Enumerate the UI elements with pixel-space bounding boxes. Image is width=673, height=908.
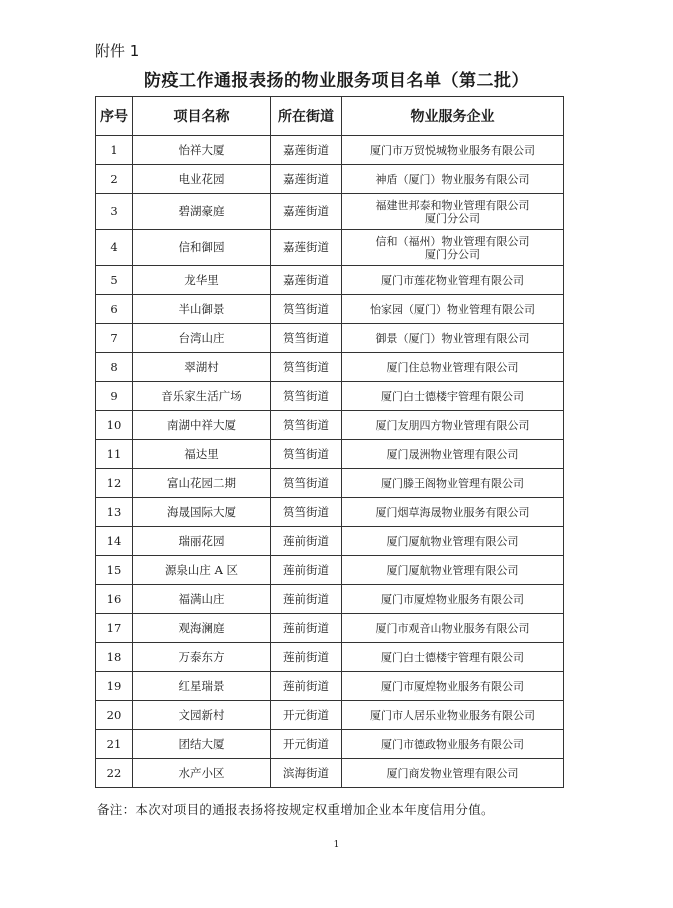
project-name: 富山花园二期 [133,469,271,498]
table-row [96,440,564,469]
table-row [96,585,564,614]
table-row [96,498,564,527]
street-name: 莲前街道 [271,672,342,701]
street-name: 莲前街道 [271,585,342,614]
project-name: 南湖中祥大厦 [133,411,271,440]
street-name: 筼筜街道 [271,411,342,440]
company-name: 厦门市德政物业服务有限公司 [342,730,564,759]
row-index: 20 [96,701,133,730]
table-row [96,469,564,498]
street-name: 筼筜街道 [271,324,342,353]
row-index: 12 [96,469,133,498]
table-row [96,295,564,324]
footnote: 备注：本次对项目的通报表扬将按规定权重增加企业本年度信用分值。 [97,802,494,817]
company-name: 神盾（厦门）物业服务有限公司 [342,165,564,194]
project-name: 音乐家生活广场 [133,382,271,411]
row-index: 13 [96,498,133,527]
row-index: 10 [96,411,133,440]
project-name: 半山御景 [133,295,271,324]
project-name: 观海澜庭 [133,614,271,643]
row-index: 16 [96,585,133,614]
header-project-name: 项目名称 [133,97,271,136]
header-company: 物业服务企业 [342,97,564,136]
row-index: 4 [96,230,133,266]
row-index: 18 [96,643,133,672]
company-name: 厦门滕王阁物业管理有限公司 [342,469,564,498]
table-row [96,165,564,194]
company-name: 厦门市莲花物业管理有限公司 [342,266,564,295]
project-name: 文园新村 [133,701,271,730]
project-name: 福满山庄 [133,585,271,614]
project-name: 水产小区 [133,759,271,788]
company-name: 厦门白士德楼宇管理有限公司 [342,643,564,672]
table-row [96,759,564,788]
project-name: 团结大厦 [133,730,271,759]
row-index: 1 [96,136,133,165]
table-row [96,382,564,411]
row-index: 19 [96,672,133,701]
table-row [96,672,564,701]
table-row [96,411,564,440]
row-index: 6 [96,295,133,324]
street-name: 开元街道 [271,730,342,759]
street-name: 嘉莲街道 [271,230,342,266]
company-name: 厦门市观音山物业服务有限公司 [342,614,564,643]
project-name: 台湾山庄 [133,324,271,353]
document-title: 防疫工作通报表扬的物业服务项目名单（第二批） [144,71,529,91]
project-name: 翠湖村 [133,353,271,382]
row-index: 17 [96,614,133,643]
street-name: 嘉莲街道 [271,165,342,194]
row-index: 15 [96,556,133,585]
company-name: 厦门友朋四方物业管理有限公司 [342,411,564,440]
project-name: 碧湖豪庭 [133,194,271,230]
table-row [96,556,564,585]
street-name: 筼筜街道 [271,440,342,469]
table-row [96,230,564,266]
street-name: 开元街道 [271,701,342,730]
project-name: 海晟国际大厦 [133,498,271,527]
table-row [96,527,564,556]
table-header-row [96,97,564,136]
project-name: 龙华里 [133,266,271,295]
project-name: 源泉山庄 A 区 [133,556,271,585]
company-name: 厦门晟洲物业管理有限公司 [342,440,564,469]
table-row [96,194,564,230]
company-name: 御景（厦门）物业管理有限公司 [342,324,564,353]
company-name: 厦门住总物业管理有限公司 [342,353,564,382]
table-row [96,324,564,353]
project-name: 信和御园 [133,230,271,266]
company-name: 怡家园（厦门）物业管理有限公司 [342,295,564,324]
company-name: 厦门烟草海晟物业服务有限公司 [342,498,564,527]
table-row [96,730,564,759]
street-name: 莲前街道 [271,527,342,556]
row-index: 2 [96,165,133,194]
company-name: 信和（福州）物业管理有限公司 厦门分公司 [342,230,564,266]
row-index: 9 [96,382,133,411]
street-name: 嘉莲街道 [271,194,342,230]
company-name: 厦门商发物业管理有限公司 [342,759,564,788]
street-name: 筼筜街道 [271,382,342,411]
header-index: 序号 [96,97,133,136]
row-index: 5 [96,266,133,295]
company-name: 厦门市人居乐业物业服务有限公司 [342,701,564,730]
street-name: 筼筜街道 [271,295,342,324]
company-name: 厦门白士德楼宇管理有限公司 [342,382,564,411]
row-index: 7 [96,324,133,353]
street-name: 嘉莲街道 [271,136,342,165]
row-index: 14 [96,527,133,556]
project-name: 瑞丽花园 [133,527,271,556]
page-number: 1 [333,840,340,850]
row-index: 22 [96,759,133,788]
street-name: 嘉莲街道 [271,266,342,295]
street-name: 筼筜街道 [271,469,342,498]
company-name: 厦门厦航物业管理有限公司 [342,556,564,585]
street-name: 莲前街道 [271,643,342,672]
street-name: 筼筜街道 [271,353,342,382]
row-index: 8 [96,353,133,382]
street-name: 莲前街道 [271,614,342,643]
company-name: 厦门市厦煌物业服务有限公司 [342,585,564,614]
project-name: 福达里 [133,440,271,469]
header-street: 所在街道 [271,97,342,136]
attachment-label: 附件 1 [95,42,140,60]
company-name: 厦门市厦煌物业服务有限公司 [342,672,564,701]
street-name: 莲前街道 [271,556,342,585]
table-row [96,643,564,672]
property-list-table [95,96,564,788]
project-name: 红星瑞景 [133,672,271,701]
project-name: 电业花园 [133,165,271,194]
company-name: 厦门厦航物业管理有限公司 [342,527,564,556]
table-row [96,136,564,165]
row-index: 21 [96,730,133,759]
table-row [96,701,564,730]
table-row [96,614,564,643]
company-name: 福建世邦泰和物业管理有限公司 厦门分公司 [342,194,564,230]
row-index: 11 [96,440,133,469]
row-index: 3 [96,194,133,230]
street-name: 筼筜街道 [271,498,342,527]
project-name: 怡祥大厦 [133,136,271,165]
project-name: 万泰东方 [133,643,271,672]
company-name: 厦门市万贸悦城物业服务有限公司 [342,136,564,165]
table-row [96,266,564,295]
table-row [96,353,564,382]
street-name: 滨海街道 [271,759,342,788]
